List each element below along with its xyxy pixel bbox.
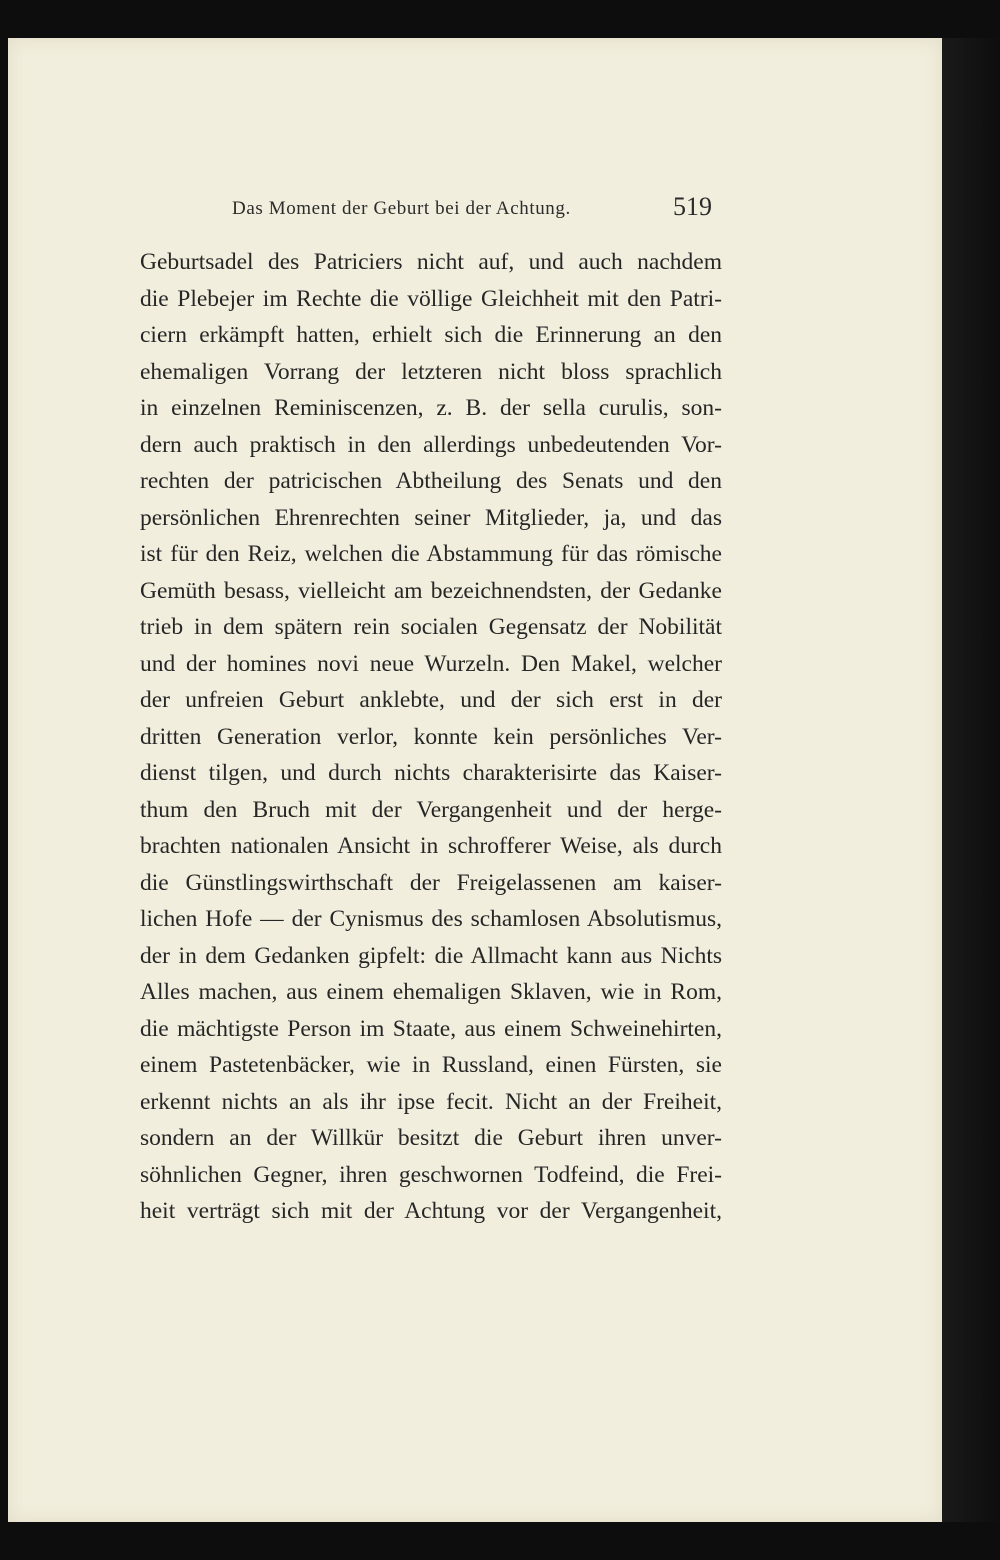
text-line: rechten der patricischen Abtheilung des Senats und den [140,468,722,494]
text-line: die Günstlingswirthschaft der Freigelassenen am kaiser- [140,869,722,896]
text-line: dern auch praktisch in den allerdings unbedeutenden Vor- [140,431,722,458]
text-line: die mächtigste Person im Staate, aus einem Schweinehirten, [140,1015,722,1042]
body-text [140,244,722,1230]
text-line: dienst tilgen, und durch nichts charakterisirte das Kaiser- [140,760,722,786]
text-line: die Plebejer im Rechte die völlige Gleichheit mit den Patri- [140,285,722,312]
text-line: brachten nationalen Ansicht in schrofferer Weise, als durch [140,833,722,859]
text-line: der unfreien Geburt anklebte, und der sich erst in der [140,687,722,713]
text-line: einem Pastetenbäcker, wie in Russland, einen Fürsten, sie [140,1052,722,1078]
text-line: in einzelnen Reminiscenzen, z. B. der sella curulis, son- [140,395,722,421]
text-line: thum den Bruch mit der Vergangenheit und der herge- [140,796,722,823]
running-head-title: Das Moment der Geburt bei der Achtung. [232,198,571,219]
text-line: ist für den Reiz, welchen die Abstammung für das römische [140,541,722,567]
text-line: ehemaligen Vorrang der letzteren nicht bloss sprachlich [140,358,722,385]
text-line: heit verträgt sich mit der Achtung vor der Vergangenheit, [140,1198,722,1224]
text-line: dritten Generation verlor, konnte kein persönliches Ver- [140,723,722,750]
text-line: persönlichen Ehrenrechten seiner Mitglieder, ja, und das [140,504,722,531]
text-line: erkennt nichts an als ihr ipse fecit. Nicht an der Freiheit, [140,1088,722,1115]
text-line: sondern an der Willkür besitzt die Geburt ihren unver- [140,1125,722,1151]
scan-edge [942,38,1000,1522]
text-line: söhnlichen Gegner, ihren geschwornen Todfeind, die Frei- [140,1161,722,1188]
text-line: trieb in dem spätern rein socialen Gegensatz der Nobilität [140,614,722,640]
text-line: ciern erkämpft hatten, erhielt sich die Erinnerung an den [140,322,722,348]
text-line: Alles machen, aus einem ehemaligen Sklaven, wie in Rom, [140,979,722,1005]
text-line: Gemüth besass, vielleicht am bezeichnendsten, der Gedanke [140,577,722,604]
text-line: der in dem Gedanken gipfelt: die Allmacht kann aus Nichts [140,942,722,969]
text-line: lichen Hofe — der Cynismus des schamlosen Absolutismus, [140,906,722,932]
page-number: 519 [673,192,712,221]
text-line: und der homines novi neue Wurzeln. Den Makel, welcher [140,650,722,677]
text-line: Geburtsadel des Patriciers nicht auf, und auch nachdem [140,249,722,275]
running-head [232,190,712,226]
